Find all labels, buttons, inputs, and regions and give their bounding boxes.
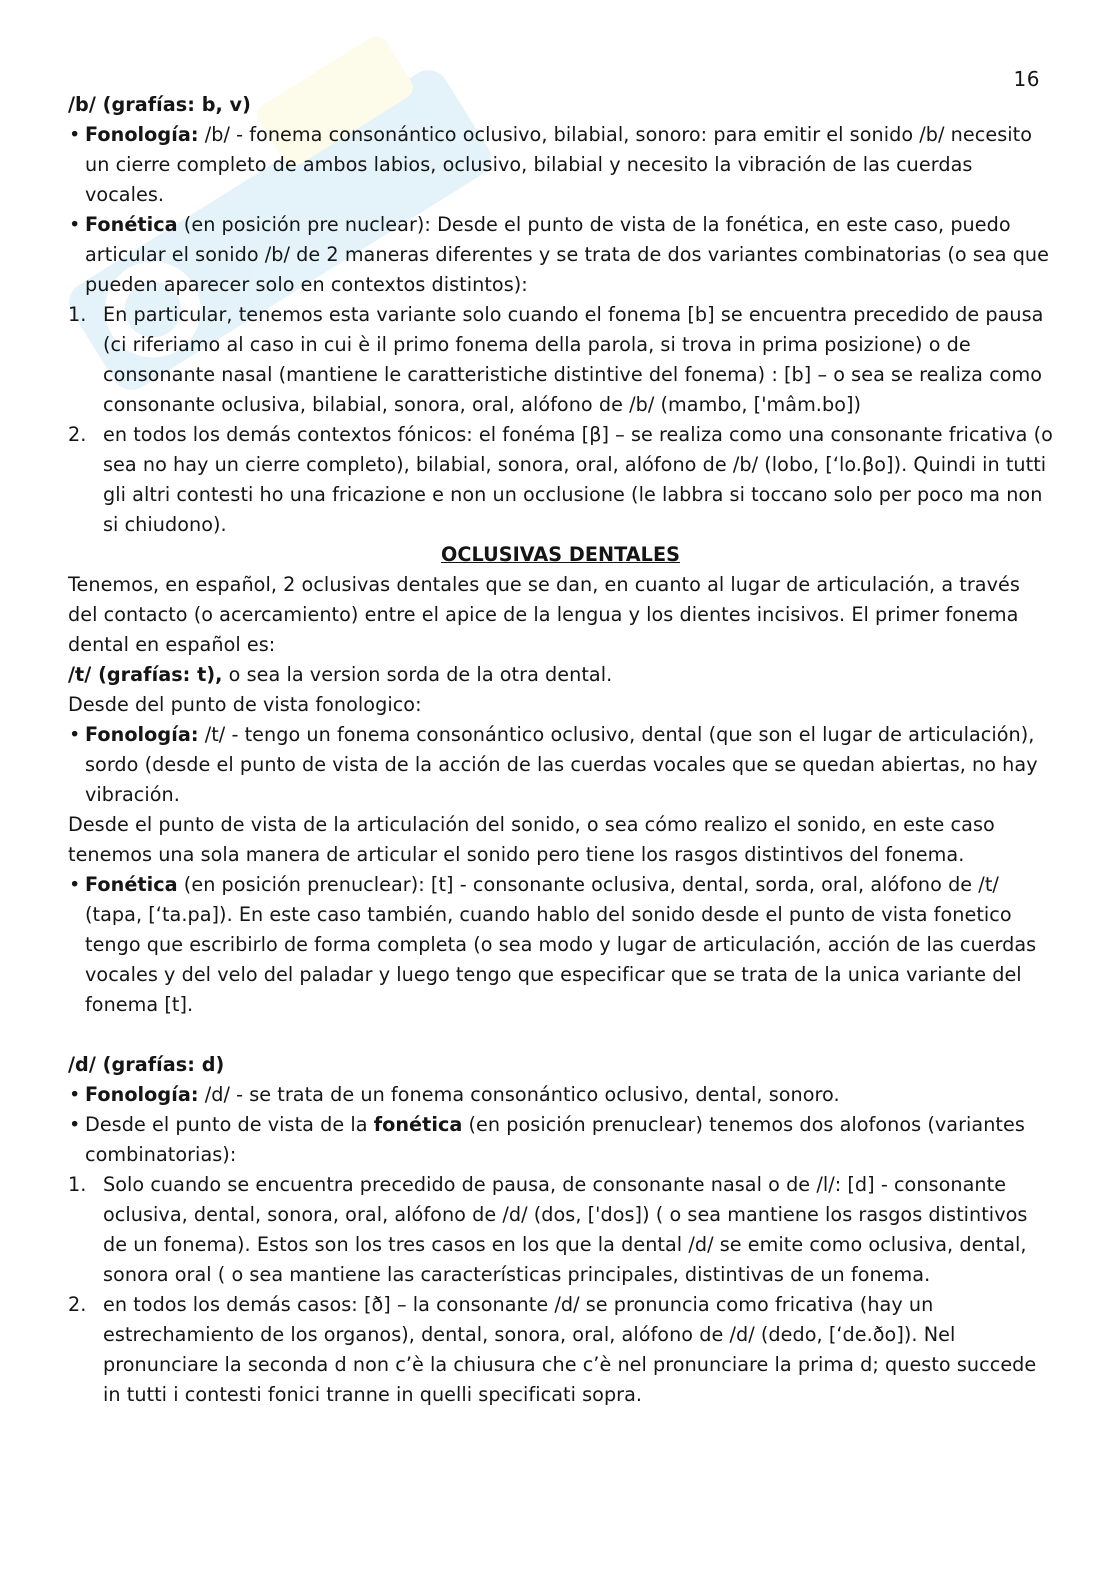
list-item-text: en todos los demás casos: [ð] – la consonante /d/ se pronuncia como fricativa (hay un estrechamiento de los organos), dental, sonora, oral, alófono de /d/ (dedo, [‘de.ðo]). Nel pronunciare la seconda d non c’è la chiusura che c’è nel pronunciare la prima d; questo succede in tutti i contesti fonici tranne in quelli specificati sopra.: [103, 1293, 1037, 1406]
t-fonologia-bullet: [68, 720, 1053, 810]
list-number: 1.: [68, 1173, 87, 1196]
t-fonetica-bullet: [68, 870, 1053, 1020]
section-t-heading-line: [68, 660, 1053, 690]
t-fonetica-text: (en posición prenuclear): [t] - consonante oclusiva, dental, sorda, oral, alófono de /t/ (tapa, [‘ta.pa]). En este caso también, cuando hablo del sonido desde el punto de vista fonetico tengo que escribirlo de forma completa (o sea modo y lugar de articulación, acción de las cuerdas vocales y del velo del paladar y luego tengo que especificar que se trata de la unica variante del fonema [t].: [85, 873, 1037, 1016]
list-item-text: Solo cuando se encuentra precedido de pausa, de consonante nasal o de /l/: [d] - consonante oclusiva, dental, sonora, oral, alófono de /d/ (dos, ['dos]) ( o sea mantiene los rasgos distintivos de un fonema). Estos son los tres casos en los que la dental /d/ se emite como oclusiva, dental, sonora oral ( o sea mantiene las características principales, distintivas de un fonema.: [103, 1173, 1028, 1286]
d-fonetica-pre: Desde el punto de vista de la: [85, 1113, 374, 1136]
t-fonologia-label: Fonología:: [85, 723, 199, 746]
d-fonetica-label: fonética: [373, 1113, 463, 1136]
d-list-item-1: [68, 1170, 1053, 1290]
page-number: 16: [1013, 67, 1040, 91]
d-fonologia-text: /d/ - se trata de un fonema consonántico oclusivo, dental, sonoro.: [198, 1083, 840, 1106]
section-b-heading: /b/ (grafías: b, v): [68, 93, 251, 116]
b-fonetica-label: Fonética: [85, 213, 178, 236]
d-fonologia-label: Fonología:: [85, 1083, 199, 1106]
d-fonetica-text: (en posición prenuclear) tenemos dos alofonos (variantes combinatorias):: [85, 1113, 1025, 1166]
d-list-item-2: [68, 1290, 1053, 1410]
list-number: 1.: [68, 303, 87, 326]
b-fonologia-label: Fonología:: [85, 123, 199, 146]
b-fonologia-text: /b/ - fonema consonántico oclusivo, bilabial, sonoro: para emitir el sonido /b/ necesito un cierre completo de ambos labios, oclusivo, bilabial y necesito la vibración de las cuerdas vocales.: [85, 123, 1032, 206]
spacer: [68, 1020, 1053, 1050]
document-body: [68, 90, 1053, 1410]
b-fonologia-bullet: [68, 120, 1053, 210]
b-fonetica-text: (en posición pre nuclear): Desde el punto de vista de la fonética, en este caso, puedo articular el sonido /b/ de 2 maneras diferentes y se trata de dos variantes combinatorias (o sea que pueden aparecer solo en contextos distintos):: [85, 213, 1049, 296]
b-list-item-1: [68, 300, 1053, 420]
oclusivas-dentales-title: OCLUSIVAS DENTALES: [441, 543, 680, 566]
t-articulacion-paragraph: Desde el punto de vista de la articulación del sonido, o sea cómo realizo el sonido, en este caso tenemos una sola manera de articular el sonido pero tiene los rasgos distintivos del fonema.: [68, 813, 995, 866]
t-fonetica-label: Fonética: [85, 873, 178, 896]
list-item-text: en todos los demás contextos fónicos: el fonéma [β] – se realiza como una consonante fricativa (o sea no hay un cierre completo), bilabial, sonora, oral, alófono de /b/ (lobo, [‘lo.βo]). Quindi in tutti gli altri contesti ho una fricazione e non un occlusione (le labbra si toccano solo per poco ma non si chiudono).: [103, 423, 1053, 536]
d-fonetica-bullet: [68, 1110, 1053, 1170]
t-fonologia-text: /t/ - tengo un fonema consonántico oclusivo, dental (que son el lugar de articulación), sordo (desde el punto de vista de la acción de las cuerdas vocales que se quedan abiertas, no hay vibración.: [85, 723, 1038, 806]
b-fonetica-bullet: [68, 210, 1053, 300]
list-number: 2.: [68, 1293, 87, 1316]
section-d-heading: /d/ (grafías: d): [68, 1053, 225, 1076]
section-t-heading: /t/ (grafías: t),: [68, 663, 223, 686]
section-t-heading-rest: o sea la version sorda de la otra dental.: [222, 663, 613, 686]
list-number: 2.: [68, 423, 87, 446]
b-list-item-2: [68, 420, 1053, 540]
dentales-intro: Tenemos, en español, 2 oclusivas dentales que se dan, en cuanto al lugar de articulación, a través del contacto (o acercamiento) entre el apice de la lengua y los dientes incisivos. El primer fonema dental en español es:: [68, 573, 1020, 656]
t-desde-line: Desde del punto de vista fonologico:: [68, 693, 422, 716]
list-item-text: En particular, tenemos esta variante solo cuando el fonema [b] se encuentra precedido de pausa (ci riferiamo al caso in cui è il primo fonema della parola, si trova in prima posizione) o de consonante nasal (mantiene le caratteristiche distintive del fonema) : [b] – o sea se realiza como consonante oclusiva, bilabial, sonora, oral, alófono de /b/ (mambo, ['mâm.bo]): [103, 303, 1044, 416]
d-fonologia-bullet: [68, 1080, 1053, 1110]
